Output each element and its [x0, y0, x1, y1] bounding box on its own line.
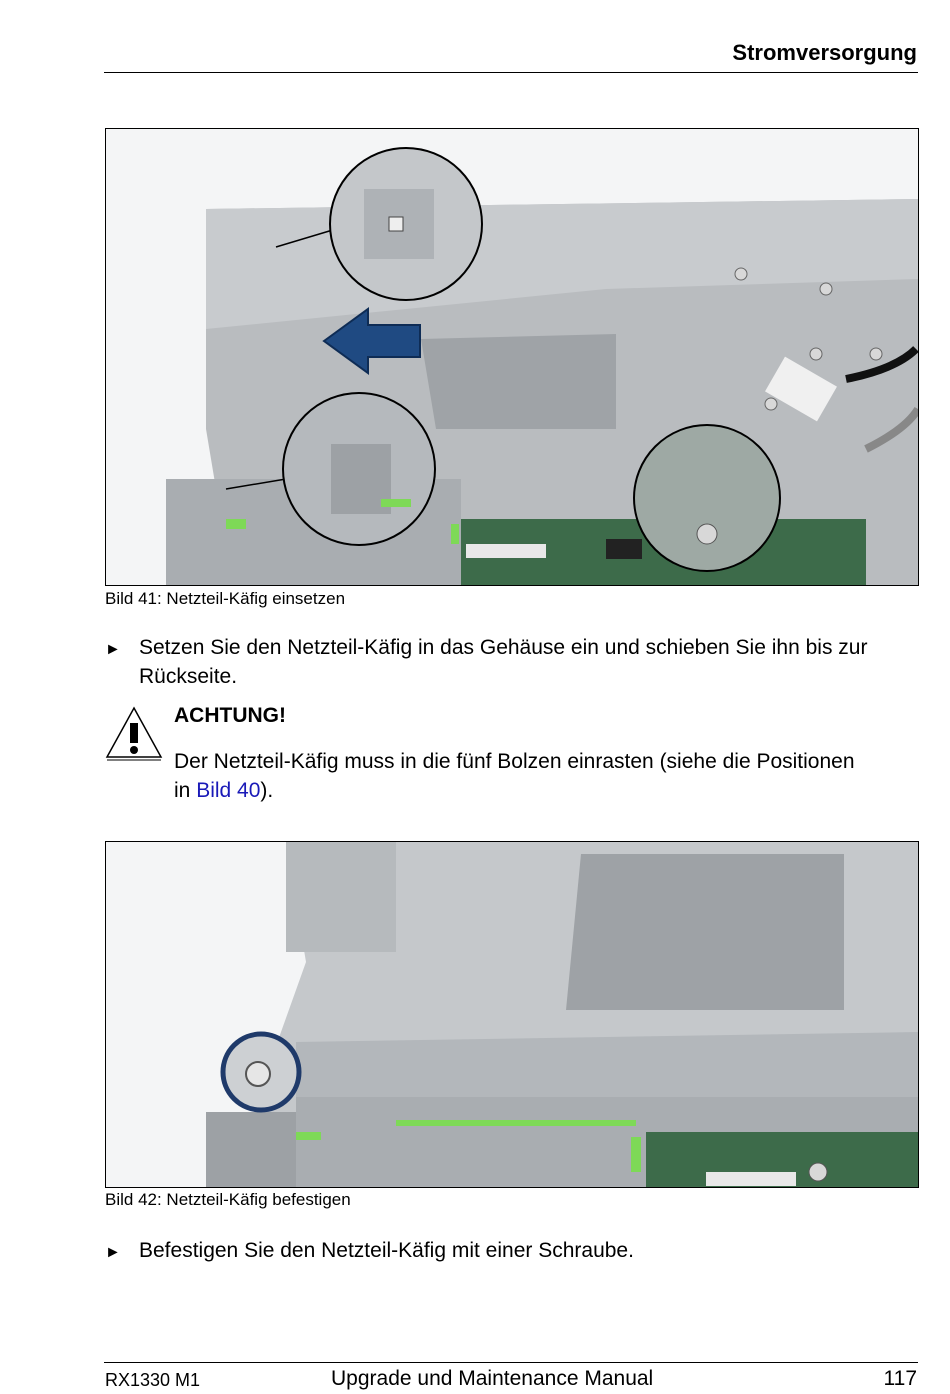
header-section-title: Stromversorgung — [732, 40, 917, 65]
figure-41-caption: Bild 41: Netzteil-Käfig einsetzen — [105, 589, 346, 608]
warning-text-before: Der Netzteil-Käfig muss in die fünf Bolzen einrasten (siehe die Positionen in — [174, 750, 855, 802]
figure-42-caption: Bild 42: Netzteil-Käfig befestigen — [105, 1190, 351, 1209]
bullet-arrow-icon: ► — [105, 1244, 121, 1261]
figure-41-image — [105, 128, 919, 586]
figure-40-link[interactable]: Bild 40 — [196, 779, 261, 802]
figure-42-illustration — [106, 842, 918, 1187]
step-1-text: Setzen Sie den Netzteil-Käfig in das Gehäuse ein und schieben Sie ihn bis zur Rückseite. — [139, 636, 868, 688]
header-rule — [104, 72, 918, 73]
figure-42-image — [105, 841, 919, 1188]
step-2-text: Befestigen Sie den Netzteil-Käfig mit einer Schraube. — [139, 1239, 634, 1262]
bullet-arrow-icon: ► — [105, 641, 121, 658]
footer-manual-title: Upgrade und Maintenance Manual — [331, 1367, 654, 1390]
step-1 — [105, 633, 920, 691]
warning-text — [174, 747, 874, 805]
figure-41-illustration — [106, 129, 918, 585]
warning-text-after: ). — [260, 779, 274, 802]
warning-triangle-icon — [104, 705, 164, 761]
step-2 — [105, 1236, 920, 1265]
warning-title: ACHTUNG! — [174, 704, 286, 727]
footer-rule — [104, 1362, 918, 1363]
footer-product: RX1330 M1 — [105, 1370, 201, 1390]
footer-page-number: 117 — [883, 1367, 917, 1390]
